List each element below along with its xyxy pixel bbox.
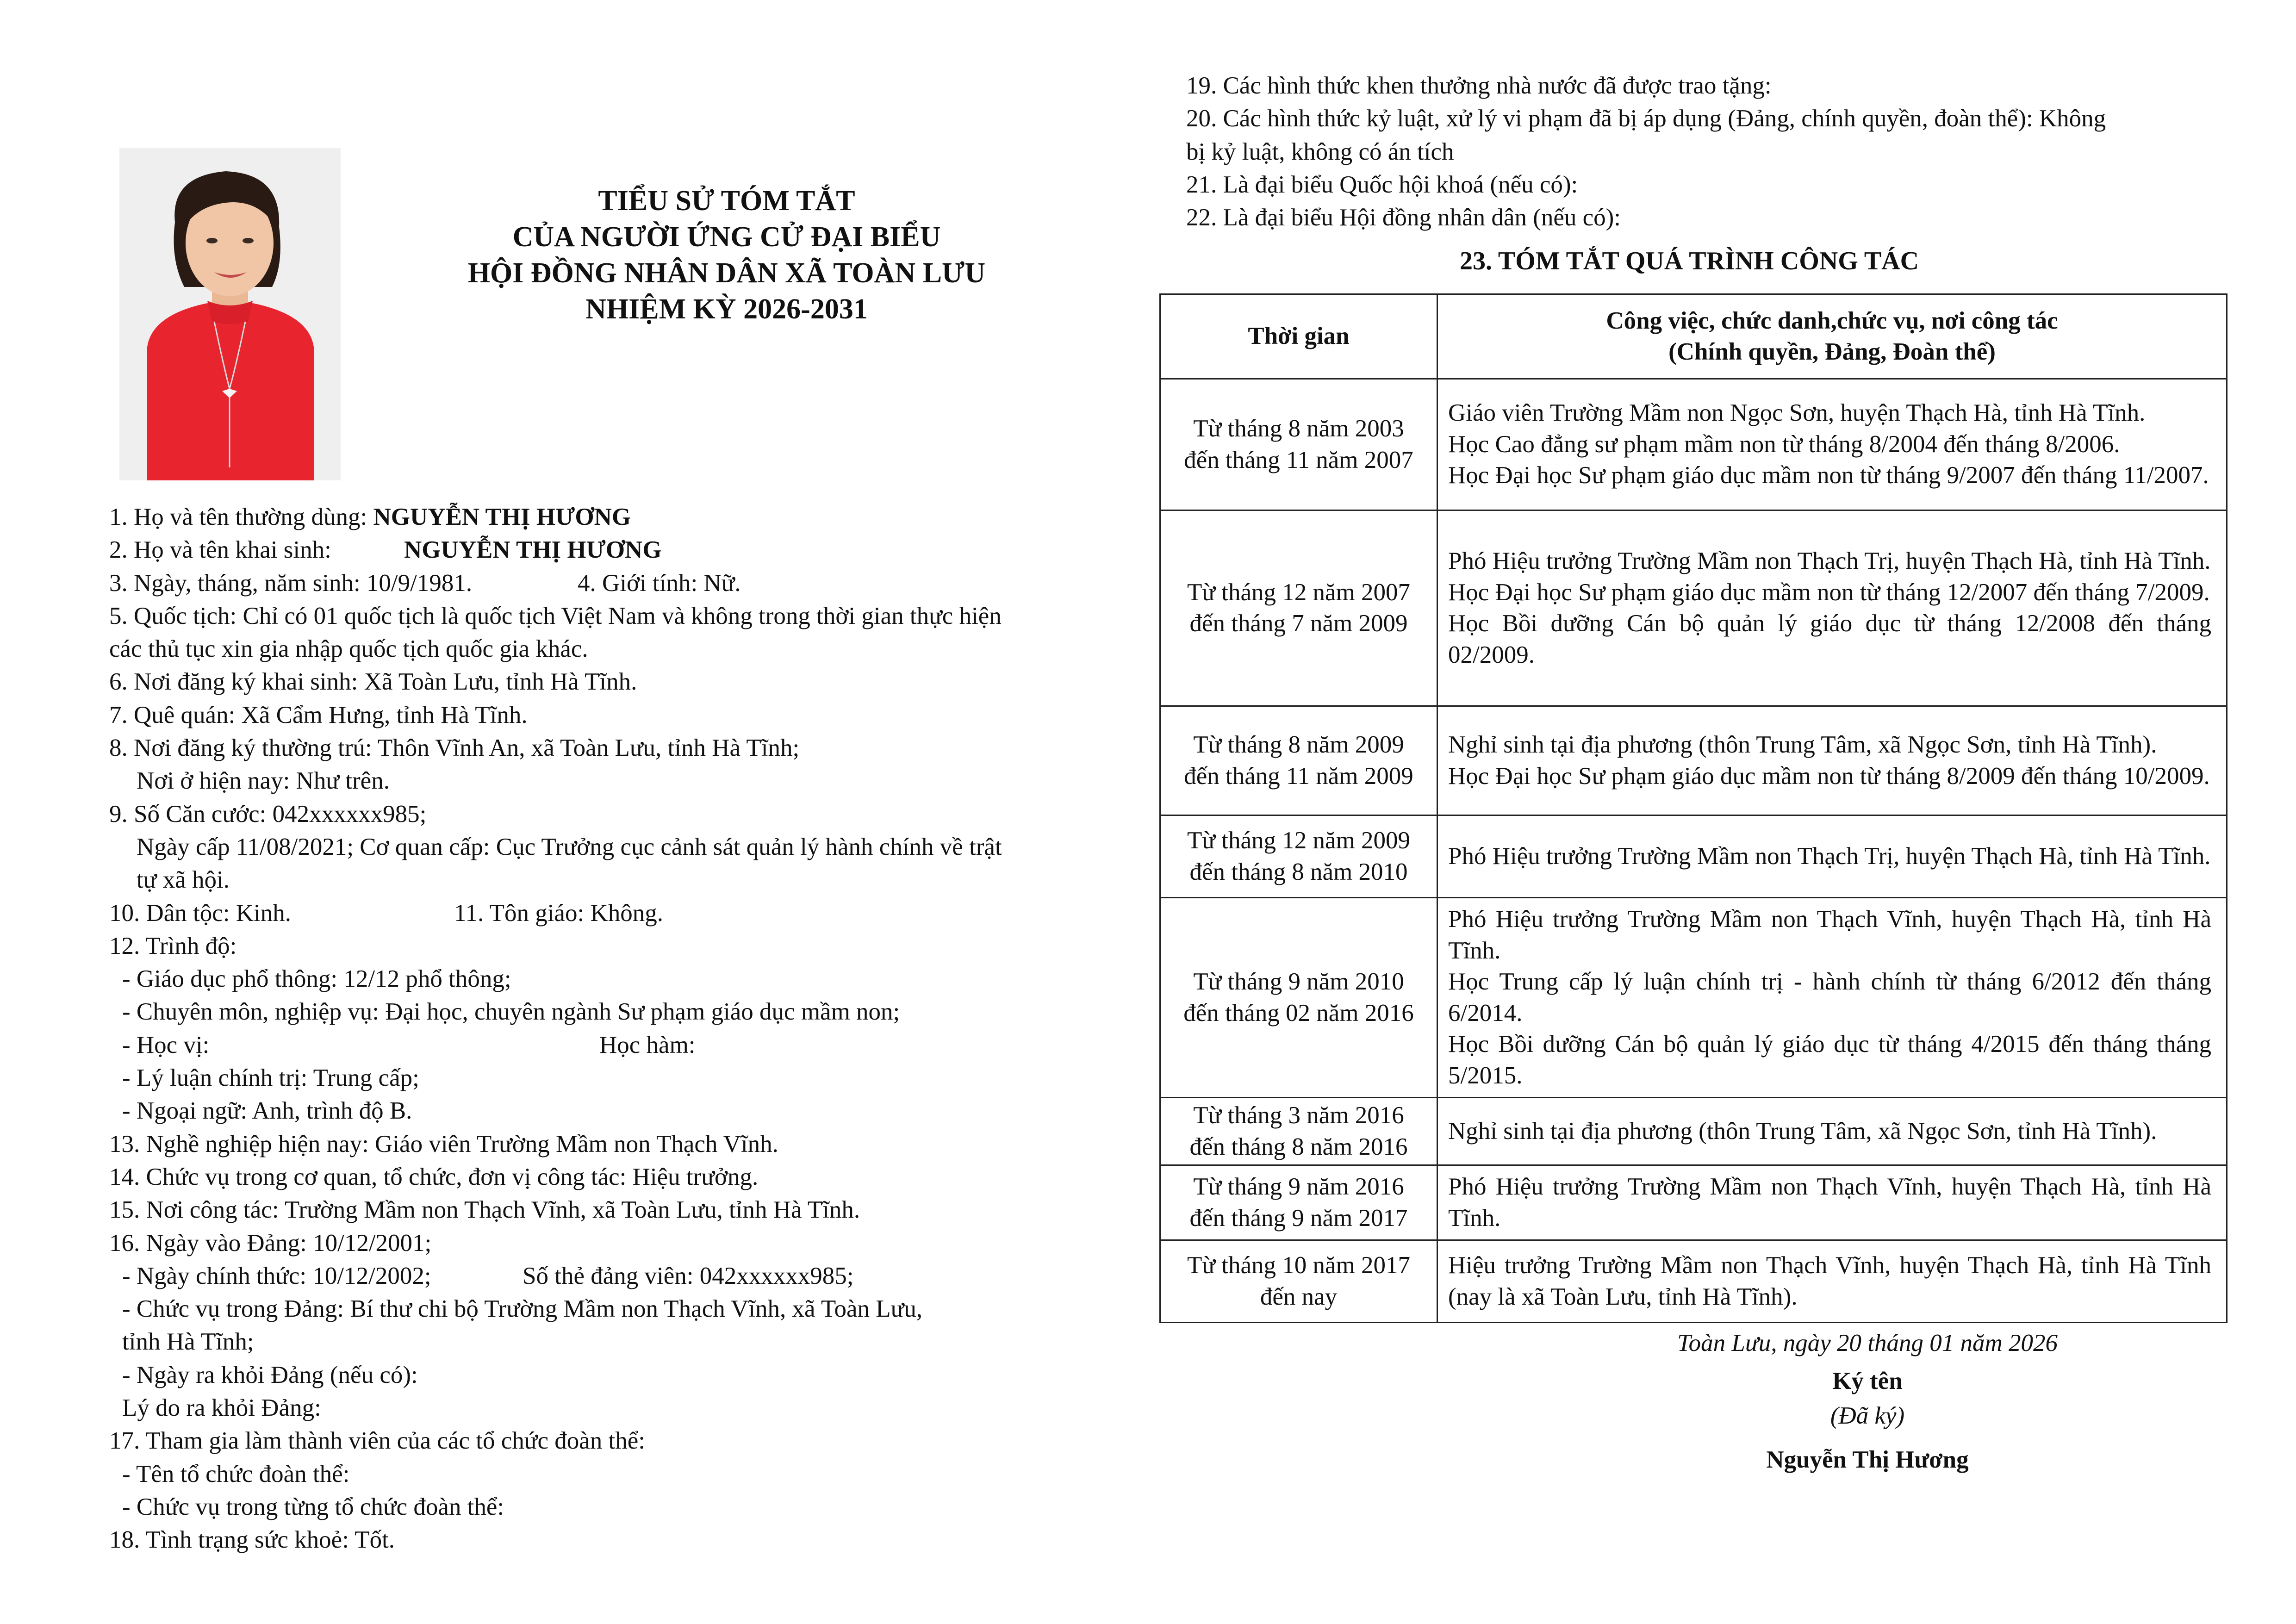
item-19: 19. Các hình thức khen thưởng nhà nước đã được trao tặng: xyxy=(1186,72,1772,99)
item-17: 17. Tham gia làm thành viên của các tổ chức đoàn thể: xyxy=(109,1427,646,1455)
item-12-d: - Lý luận chính trị: Trung cấp; xyxy=(122,1064,419,1092)
item-10-11: 10. Dân tộc: Kinh. 11. Tôn giáo: Không. xyxy=(109,899,663,927)
description-cell: Nghỉ sinh tại địa phương (thôn Trung Tâm, xã Ngọc Sơn, tỉnh Hà Tĩnh). Học Đại học Sư phạm giáo dục mầm non từ tháng 8/2009 đến tháng 10/2009. xyxy=(1437,706,2227,815)
item-12-c: - Học vị: Học hàm: xyxy=(122,1031,696,1058)
item-9: 9. Số Căn cước: 042xxxxxx985; xyxy=(109,800,427,828)
common-name: NGUYỄN THỊ HƯƠNG xyxy=(373,504,631,530)
table-row xyxy=(1160,815,2227,898)
period-cell: Từ tháng 10 năm 2017 đến nay xyxy=(1160,1240,1437,1323)
item-16-b: - Chức vụ trong Đảng: Bí thư chi bộ Trường Mầm non Thạch Vĩnh, xã Toàn Lưu, xyxy=(122,1295,923,1323)
item-17-a: - Tên tổ chức đoàn thể: xyxy=(122,1460,350,1487)
title-line-2: CỦA NGƯỜI ỨNG CỬ ĐẠI BIỂU xyxy=(512,221,941,253)
item-3-4: 3. Ngày, tháng, năm sinh: 10/9/1981. 4. Giới tính: Nữ. xyxy=(109,569,741,597)
item-16-a: - Ngày chính thức: 10/12/2002; Số thẻ đảng viên: 042xxxxxx985; xyxy=(122,1262,854,1289)
title-line-3: HỘI ĐỒNG NHÂN DÂN XÃ TOÀN LƯU xyxy=(467,257,986,289)
item-16-c: - Ngày ra khỏi Đảng (nếu có): xyxy=(122,1361,418,1388)
period-cell: Từ tháng 3 năm 2016 đến tháng 8 năm 2016 xyxy=(1160,1098,1437,1165)
period-cell: Từ tháng 8 năm 2009 đến tháng 11 năm 2009 xyxy=(1160,706,1437,815)
item-6: 6. Nơi đăng ký khai sinh: Xã Toàn Lưu, tỉnh Hà Tĩnh. xyxy=(109,668,637,696)
period-cell: Từ tháng 12 năm 2007 đến tháng 7 năm 2009 xyxy=(1160,510,1437,706)
item-20-cont: bị kỷ luật, không có án tích xyxy=(1186,138,1454,165)
description-cell: Phó Hiệu trưởng Trường Mầm non Thạch Trị, huyện Thạch Hà, tỉnh Hà Tĩnh. Học Đại học Sư phạm giáo dục mầm non từ tháng 12/2007 đến tháng 7/2009. Học Bồi dưỡng Cán bộ quản lý giáo dục từ tháng 12/2008 đến tháng 02/2009. xyxy=(1437,510,2227,706)
item-5: 5. Quốc tịch: Chỉ có 01 quốc tịch là quốc tịch Việt Nam và không trong thời gian thực hiện xyxy=(109,602,1002,629)
description-cell: Phó Hiệu trưởng Trường Mầm non Thạch Trị, huyện Thạch Hà, tỉnh Hà Tĩnh. xyxy=(1437,815,2227,898)
document-title xyxy=(403,183,1051,327)
table-row xyxy=(1160,1165,2227,1240)
item-5-cont: các thủ tục xin gia nhập quốc tịch quốc gia khác. xyxy=(109,635,588,663)
item-12: 12. Trình độ: xyxy=(109,932,237,959)
portrait-illustration xyxy=(119,148,341,480)
item-12-b: - Chuyên môn, nghiệp vụ: Đại học, chuyên ngành Sư phạm giáo dục mầm non; xyxy=(122,998,900,1026)
item-14: 14. Chức vụ trong cơ quan, tổ chức, đơn vị công tác: Hiệu trưởng. xyxy=(109,1163,759,1190)
period-cell: Từ tháng 9 năm 2016 đến tháng 9 năm 2017 xyxy=(1160,1165,1437,1240)
personal-info xyxy=(109,501,1104,1557)
table-row xyxy=(1160,1240,2227,1323)
table-row xyxy=(1160,1098,2227,1165)
item-9-issue: Ngày cấp 11/08/2021; Cơ quan cấp: Cục Trưởng cục cảnh sát quản lý hành chính về trật xyxy=(137,833,1002,860)
table-row xyxy=(1160,510,2227,706)
signer-name: Nguyễn Thị Hương xyxy=(1766,1446,1969,1473)
item-20: 20. Các hình thức kỷ luật, xử lý vi phạm đã bị áp dụng (Đảng, chính quyền, đoàn thể): Không xyxy=(1186,105,2106,132)
signed-note: (Đã ký) xyxy=(1830,1402,1905,1429)
item-9-cont: tự xã hội. xyxy=(137,866,230,894)
header-time: Thời gian xyxy=(1160,294,1437,379)
item-15: 15. Nơi công tác: Trường Mầm non Thạch Vĩnh, xã Toàn Lưu, tỉnh Hà Tĩnh. xyxy=(109,1196,860,1224)
table-row xyxy=(1160,379,2227,510)
item-16: 16. Ngày vào Đảng: 10/12/2001; xyxy=(109,1229,432,1257)
period-cell: Từ tháng 12 năm 2009 đến tháng 8 năm 2010 xyxy=(1160,815,1437,898)
table-header-row xyxy=(1160,294,2227,379)
item-16-d: Lý do ra khỏi Đảng: xyxy=(122,1394,321,1422)
description-cell: Hiệu trưởng Trường Mầm non Thạch Vĩnh, huyện Thạch Hà, tỉnh Hà Tĩnh (nay là xã Toàn Lưu, tỉnh Hà Tĩnh). xyxy=(1437,1240,2227,1323)
item-16-b-cont: tỉnh Hà Tĩnh; xyxy=(122,1328,254,1356)
item-21: 21. Là đại biểu Quốc hội khoá (nếu có): xyxy=(1186,171,1578,198)
item-12-e: - Ngoại ngữ: Anh, trình độ B. xyxy=(122,1097,412,1125)
item-7: 7. Quê quán: Xã Cẩm Hưng, tỉnh Hà Tĩnh. xyxy=(109,701,528,728)
item-12-a: - Giáo dục phổ thông: 12/12 phổ thông; xyxy=(122,965,511,993)
description-cell: Giáo viên Trường Mầm non Ngọc Sơn, huyện Thạch Hà, tỉnh Hà Tĩnh. Học Cao đẳng sư phạm mầm non từ tháng 8/2004 đến tháng 8/2006. Học Đại học Sư phạm giáo dục mầm non từ tháng 9/2007 đến tháng 11/2007. xyxy=(1437,379,2227,510)
table-row xyxy=(1160,898,2227,1098)
item-13: 13. Nghề nghiệp hiện nay: Giáo viên Trường Mầm non Thạch Vĩnh. xyxy=(109,1130,778,1157)
birth-name: NGUYỄN THỊ HƯƠNG xyxy=(404,536,662,564)
item-8: 8. Nơi đăng ký thường trú: Thôn Vĩnh An, xã Toàn Lưu, tỉnh Hà Tĩnh; xyxy=(109,734,800,762)
item-8-cont: Nơi ở hiện nay: Như trên. xyxy=(137,767,390,795)
work-history-heading: 23. TÓM TẮT QUÁ TRÌNH CÔNG TÁC xyxy=(1459,247,1919,275)
additional-info xyxy=(1186,69,2218,234)
description-cell: Phó Hiệu trưởng Trường Mầm non Thạch Vĩnh, huyện Thạch Hà, tỉnh Hà Tĩnh. xyxy=(1437,1165,2227,1240)
sign-label: Ký tên xyxy=(1832,1368,1903,1394)
signature-block xyxy=(1601,1325,2134,1479)
period-cell: Từ tháng 8 năm 2003 đến tháng 11 năm 2007 xyxy=(1160,379,1437,510)
item-1: 1. Họ và tên thường dùng: NGUYỄN THỊ HƯƠNG xyxy=(109,504,631,530)
item-2: 2. Họ và tên khai sinh: NGUYỄN THỊ HƯƠNG xyxy=(109,536,662,564)
item-22: 22. Là đại biểu Hội đồng nhân dân (nếu có): xyxy=(1186,204,1621,231)
table-row xyxy=(1160,706,2227,815)
item-17-b: - Chức vụ trong từng tổ chức đoàn thể: xyxy=(122,1493,504,1520)
candidate-photo xyxy=(119,148,341,480)
header-description: Công việc, chức danh,chức vụ, nơi công tác (Chính quyền, Đảng, Đoàn thể) xyxy=(1437,294,2227,379)
work-history-table xyxy=(1159,293,2228,1323)
title-line-4: NHIỆM KỲ 2026-2031 xyxy=(585,293,868,325)
period-cell: Từ tháng 9 năm 2010 đến tháng 02 năm 2016 xyxy=(1160,898,1437,1098)
item-18: 18. Tình trạng sức khoẻ: Tốt. xyxy=(109,1526,395,1554)
description-cell: Nghỉ sinh tại địa phương (thôn Trung Tâm, xã Ngọc Sơn, tỉnh Hà Tĩnh). xyxy=(1437,1098,2227,1165)
title-line-1: TIỂU SỬ TÓM TẮT xyxy=(598,185,855,217)
description-cell: Phó Hiệu trưởng Trường Mầm non Thạch Vĩnh, huyện Thạch Hà, tỉnh Hà Tĩnh. Học Trung cấp lý luận chính trị - hành chính từ tháng 6/2012 đến tháng 6/2014. Học Bồi dưỡng Cán bộ quản lý giáo dục từ tháng 4/2015 đến tháng tháng 5/2015. xyxy=(1437,898,2227,1098)
sign-date: Toàn Lưu, ngày 20 tháng 01 năm 2026 xyxy=(1677,1330,2058,1356)
